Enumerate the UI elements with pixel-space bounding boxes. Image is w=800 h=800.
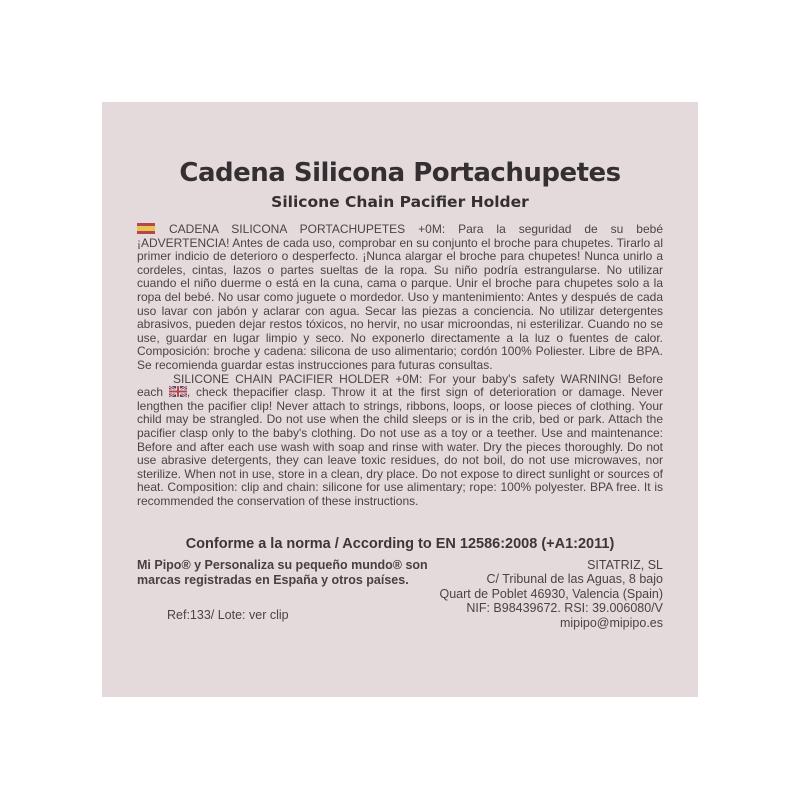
trademark-notice: Mi Pipo® y Personaliza su pequeño mundo® son marcas registradas en España y otros países. — [137, 558, 428, 587]
company-email: mipipo@mipipo.es — [559, 615, 663, 630]
company-info — [439, 558, 663, 630]
conformity-statement: Conforme a la norma / According to EN 12586:2008 (+A1:2011) — [185, 536, 615, 552]
company-tax-ids: NIF: B98439672. RSI: 39.006080/V — [466, 601, 663, 616]
spanish-instructions — [137, 223, 663, 373]
spanish-instructions-text: CADENA SILICONA PORTACHUPETES +0M: Para la seguridad de su bebé ¡ADVERTENCIA! Antes de cada uso, comprobar en su conjunto el broche para chupetes. Tirarlo al primer indicio de deterioro o desperfecto. ¡Nunca alargar el broche para chupetes! Nunca unirlo a cordeles, cintas, lazos o partes sueltas de la ropa. Su niño podría estrangularse. No utilizar cuando el niño duerme o está en la cuna, cama o parque. Unir el broche para chupetes solo a la ropa del bebé. No usar como juguete o mordedor. Uso y mantenimiento: Antes y después de cada uso lavar con jabón y aclarar con agua. Secar las piezas a conciencia. No utilizar detergentes abrasivos, pueden dejar restos tóxicos, no hervir, no usar microondas, ni esterilizar. Cuando no se use, guardar en lugar limpio y seco. No exponerlo directamente a la luz o fuentes de calor. Composición: broche y cadena: silicona de uso alimentario; cordón 100% Poliester. Libre de BPA. Se recomienda guardar estas instrucciones para futuras consultas. — [137, 222, 663, 372]
product-subtitle: Silicone Chain Pacifier Holder — [271, 193, 529, 211]
english-instructions — [137, 373, 663, 509]
ref-lot-label: Ref:133/ Lote: ver clip — [167, 608, 289, 622]
uk-flag-icon — [169, 386, 187, 397]
english-instructions-text-after: , check thepacifier clasp. Throw it at the first sign of deterioration or damage. Never lengthen the pacifier clip! Never attach to strings, ribbons, loops, or loose pieces of clothing. Your child may be strangled. Do not use when the child sleeps or is in the crib, bed or park. Attach the pacifier clasp only to the baby's clothing. Do not use as a toy or a teether. Use and maintenance: Before and after each use wash with soap and rinse with water. Dry the pieces thoroughly. Do not use abrasive detergents, they can leave toxic residues, do not boil, do not use microwaves, nor sterilize. When not in use, store in a clean, dry place. Do not expose to direct sunlight or sources of heat. Composition: clip and chain: silicone for use alimentary; rope: 100% polyester. BPA free. It is recommended the conservation of these instructions. — [137, 385, 663, 508]
product-title: Cadena Silicona Portachupetes — [179, 158, 621, 188]
spain-flag-icon — [137, 223, 155, 234]
english-instructions-text-before: SILICONE CHAIN PACIFIER HOLDER +0M: For your baby's safety WARNING! Before each — [137, 371, 663, 400]
product-label — [102, 102, 698, 697]
company-address-city: Quart de Poblet 46930, Valencia (Spain) — [439, 586, 663, 601]
company-address-street: C/ Tribunal de las Aguas, 8 bajo — [486, 572, 663, 587]
instructions-block — [137, 223, 663, 508]
company-name: SITATRIZ, SL — [587, 558, 663, 572]
